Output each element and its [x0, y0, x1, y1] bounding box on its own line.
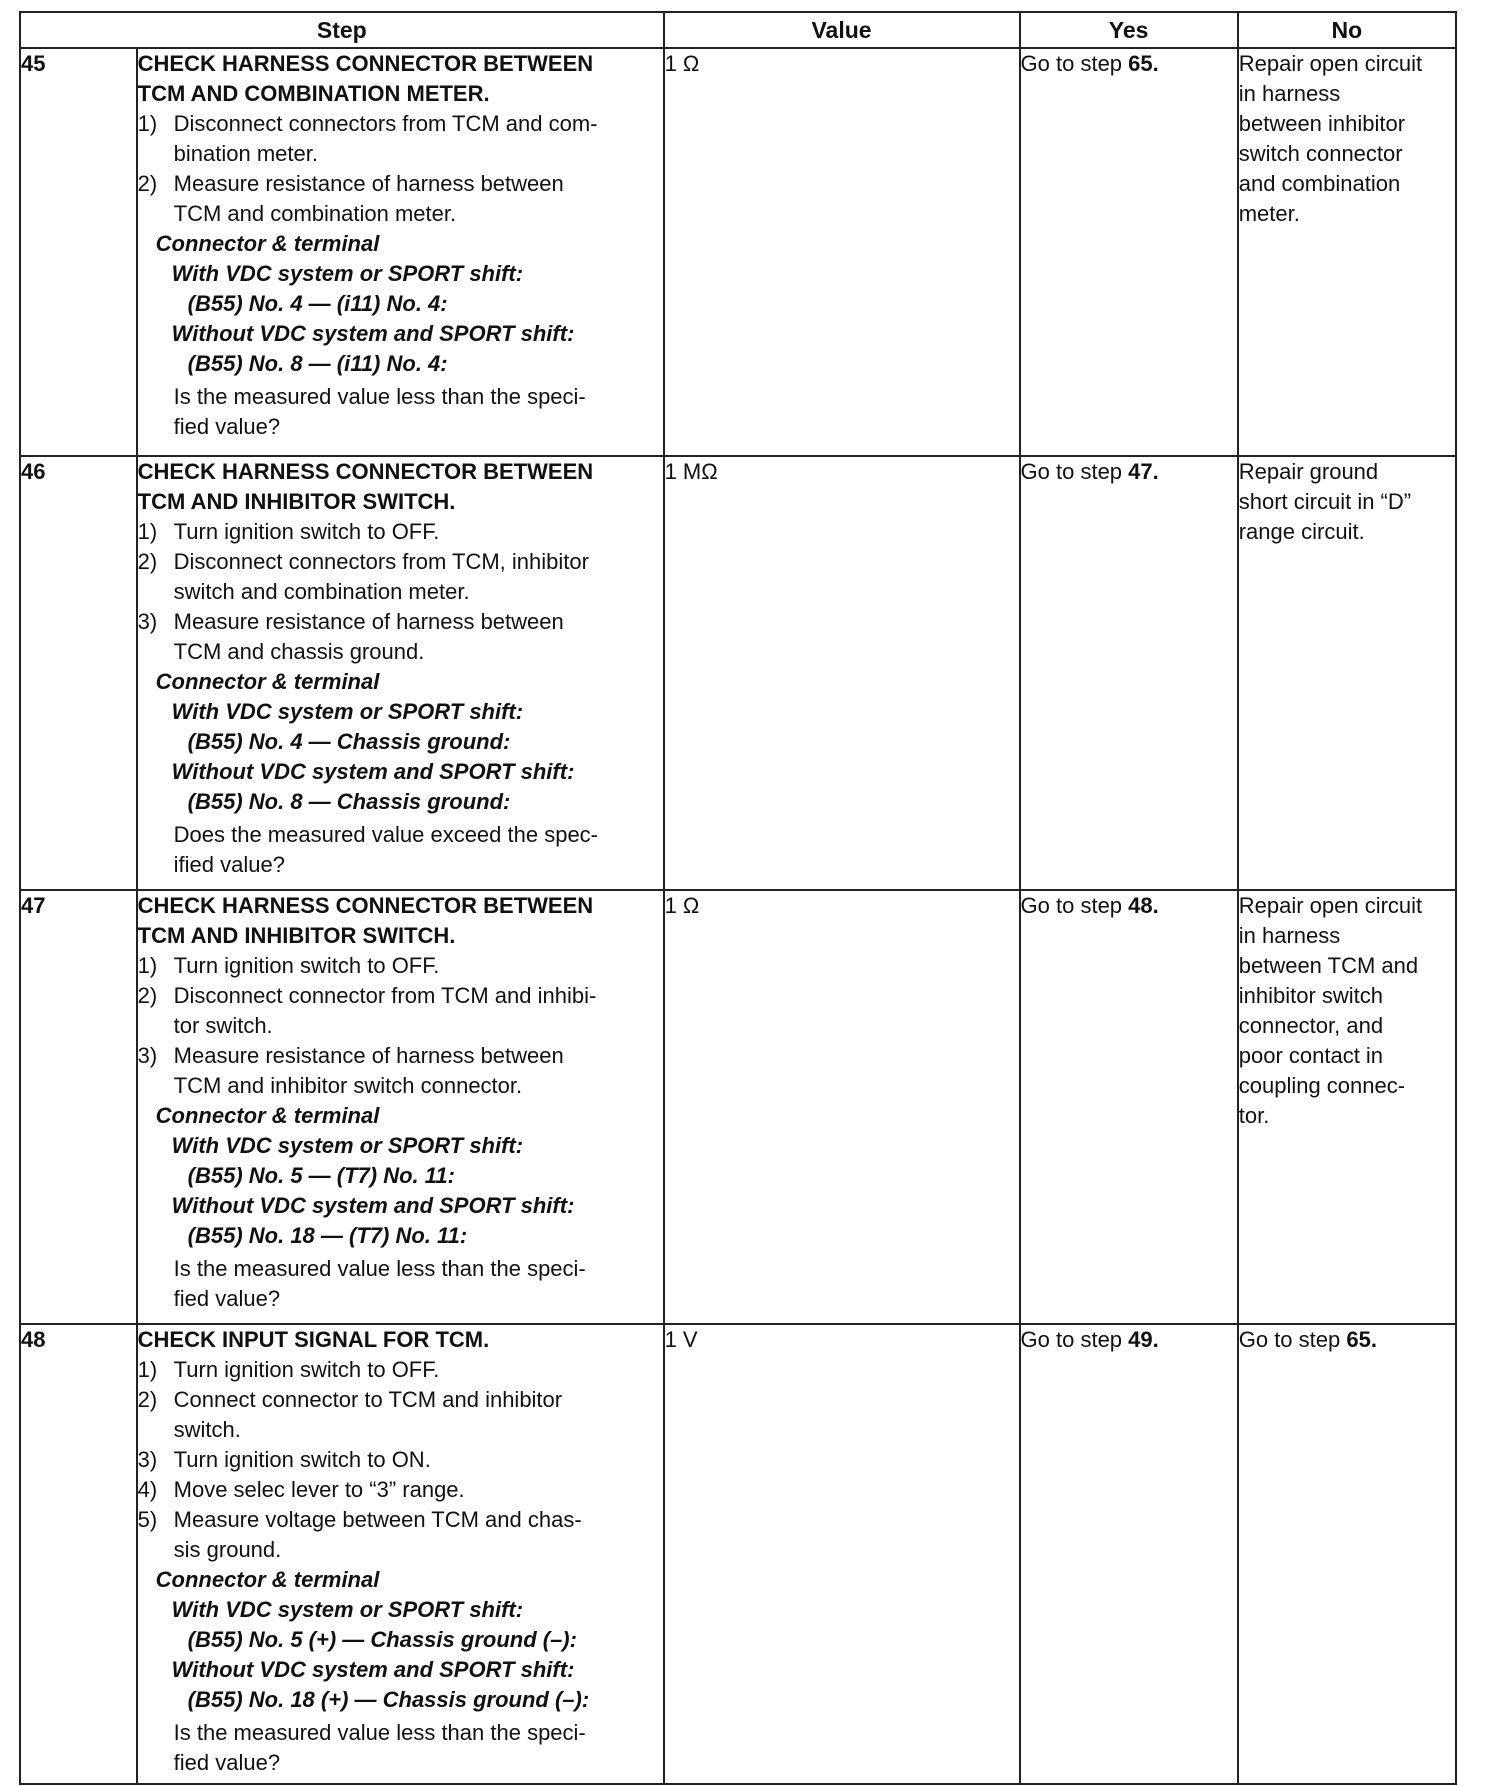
procedure-item: 3) Measure resistance of harness between TCM and inhibitor switch connector. [137, 1043, 564, 1098]
no-action: Repair ground short circuit in “D” range circuit. [1238, 456, 1456, 890]
table-row-46 [20, 456, 1456, 890]
connector-terminal-label: Connector & terminal [155, 231, 380, 256]
header-row [20, 12, 1456, 48]
spec-value: 1 V [664, 1324, 1020, 1784]
procedure-item: 3) Measure resistance of harness between TCM and chassis ground. [137, 609, 564, 664]
yes-action: Go to step 47. [1020, 456, 1238, 890]
condition-without-vdc: Without VDC system and SPORT shift: [171, 1193, 575, 1218]
condition-with-vdc: With VDC system or SPORT shift: [171, 699, 524, 724]
check-question: Is the measured value less than the speci- fied value? [173, 1720, 586, 1775]
connector-terminal-label: Connector & terminal [155, 669, 380, 694]
terminal-spec-without-vdc: (B55) No. 18 (+) — Chassis ground (–): [187, 1687, 590, 1712]
terminal-spec-without-vdc: (B55) No. 8 — Chassis ground: [187, 789, 511, 814]
procedure-item: 2) Connect connector to TCM and inhibitor switch. [137, 1387, 563, 1442]
procedure-list [138, 951, 663, 1101]
check-title-line-1: CHECK HARNESS CONNECTOR BETWEEN [137, 51, 594, 76]
check-title-line-1: CHECK HARNESS CONNECTOR BETWEEN [137, 459, 594, 484]
check-title-line-2: TCM AND COMBINATION METER. [137, 81, 490, 106]
terminal-spec-without-vdc: (B55) No. 8 — (i11) No. 4: [187, 351, 448, 376]
header-no: No [1238, 12, 1456, 48]
terminal-spec-without-vdc: (B55) No. 18 — (T7) No. 11: [187, 1223, 468, 1248]
header-step: Step [20, 12, 664, 48]
procedure-list [138, 517, 663, 667]
header-yes: Yes [1020, 12, 1238, 48]
check-question: Is the measured value less than the speci- fied value? [173, 1256, 586, 1311]
step-description [137, 1324, 664, 1784]
condition-without-vdc: Without VDC system and SPORT shift: [171, 1657, 575, 1682]
connector-terminal-label: Connector & terminal [155, 1567, 380, 1592]
step-description [137, 890, 664, 1324]
terminal-spec-with-vdc: (B55) No. 5 (+) — Chassis ground (–): [187, 1627, 577, 1652]
terminal-spec-with-vdc: (B55) No. 5 — (T7) No. 11: [187, 1163, 455, 1188]
yes-action: Go to step 49. [1020, 1324, 1238, 1784]
step-number: 46 [20, 456, 137, 890]
step-description [137, 456, 664, 890]
diagnostic-table [19, 11, 1457, 1785]
procedure-item: 2) Measure resistance of harness between TCM and combination meter. [137, 171, 564, 226]
condition-without-vdc: Without VDC system and SPORT shift: [171, 759, 575, 784]
procedure-list [138, 1355, 663, 1565]
check-title-line-1: CHECK HARNESS CONNECTOR BETWEEN [137, 893, 594, 918]
procedure-item: 1) Turn ignition switch to OFF. [137, 1357, 440, 1382]
step-number: 47 [20, 890, 137, 1324]
connector-terminal-label: Connector & terminal [155, 1103, 380, 1128]
no-action: Go to step 65. [1238, 1324, 1456, 1784]
condition-with-vdc: With VDC system or SPORT shift: [171, 1133, 524, 1158]
check-question: Is the measured value less than the speci- fied value? [173, 384, 586, 439]
procedure-item: 4) Move selec lever to “3” range. [137, 1477, 465, 1502]
procedure-item: 2) Disconnect connectors from TCM, inhibitor switch and combination meter. [137, 549, 589, 604]
yes-action: Go to step 65. [1020, 48, 1238, 456]
check-title-line-2: TCM AND INHIBITOR SWITCH. [137, 489, 456, 514]
procedure-item: 1) Turn ignition switch to OFF. [137, 519, 440, 544]
spec-value: 1 Ω [664, 48, 1020, 456]
no-action: Repair open circuit in harness between inhibitor switch connector and combination meter. [1238, 48, 1456, 456]
step-number: 45 [20, 48, 137, 456]
terminal-spec-with-vdc: (B55) No. 4 — Chassis ground: [187, 729, 511, 754]
step-description [137, 48, 664, 456]
check-question: Does the measured value exceed the spec- ified value? [173, 822, 598, 877]
check-title-line-1: CHECK INPUT SIGNAL FOR TCM. [137, 1327, 490, 1352]
header-value: Value [664, 12, 1020, 48]
procedure-item: 3) Turn ignition switch to ON. [137, 1447, 431, 1472]
spec-value: 1 Ω [664, 890, 1020, 1324]
no-action: Repair open circuit in harness between TCM and inhibitor switch connector, and poor contact in coupling connec- tor. [1238, 890, 1456, 1324]
spec-value: 1 MΩ [664, 456, 1020, 890]
table-row-47 [20, 890, 1456, 1324]
condition-with-vdc: With VDC system or SPORT shift: [171, 1597, 524, 1622]
check-title-line-2: TCM AND INHIBITOR SWITCH. [137, 923, 456, 948]
step-number: 48 [20, 1324, 137, 1784]
procedure-item: 1) Disconnect connectors from TCM and com- bination meter. [137, 111, 598, 166]
condition-without-vdc: Without VDC system and SPORT shift: [171, 321, 575, 346]
table-row-45 [20, 48, 1456, 456]
procedure-item: 5) Measure voltage between TCM and chas- sis ground. [137, 1507, 582, 1562]
procedure-list [138, 109, 663, 229]
condition-with-vdc: With VDC system or SPORT shift: [171, 261, 524, 286]
yes-action: Go to step 48. [1020, 890, 1238, 1324]
procedure-item: 1) Turn ignition switch to OFF. [137, 953, 440, 978]
procedure-item: 2) Disconnect connector from TCM and inhibi- tor switch. [137, 983, 597, 1038]
terminal-spec-with-vdc: (B55) No. 4 — (i11) No. 4: [187, 291, 448, 316]
table-row-48 [20, 1324, 1456, 1784]
